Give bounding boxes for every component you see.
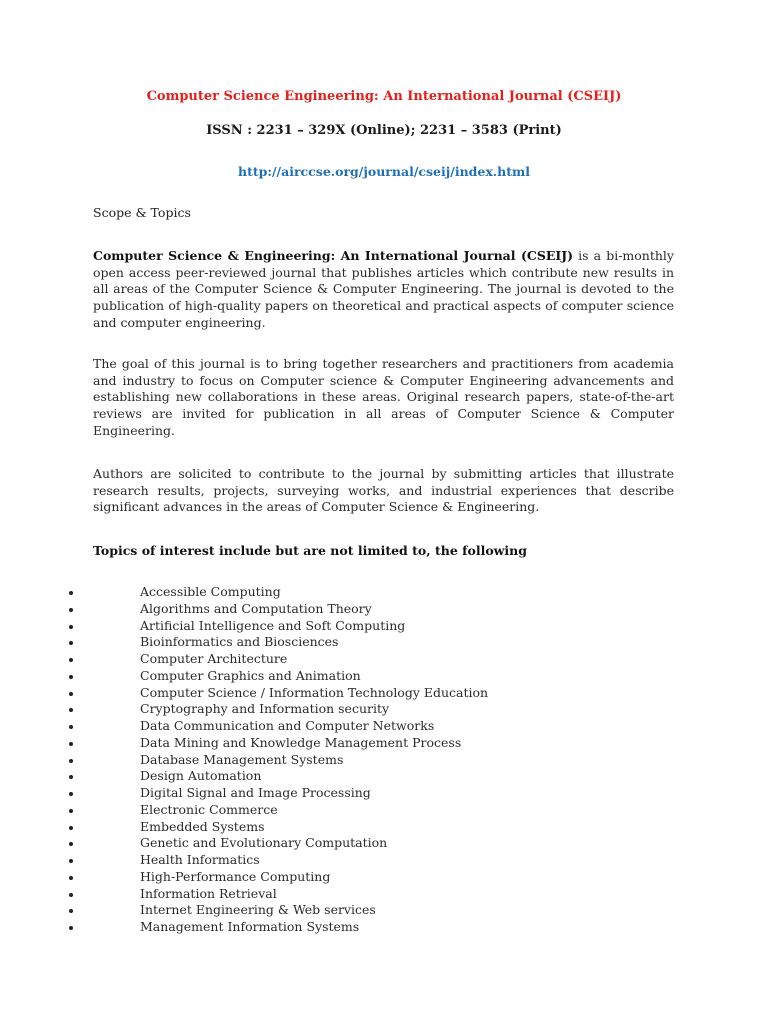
topics-heading: Topics of interest include but are not limited to, the following [93,543,528,558]
bullet-icon [69,625,73,629]
topic-label: Embedded Systems [140,818,265,834]
list-item [0,802,768,819]
topic-label: Algorithms and Computation Theory [140,600,372,616]
topic-label: Cryptography and Information security [140,701,390,717]
list-item [0,819,768,836]
list-item [0,601,768,618]
bullet-icon [69,876,73,880]
bullet-icon [69,909,73,913]
topic-label: Database Management Systems [140,751,344,767]
list-item [0,752,768,769]
bullet-icon [69,842,73,846]
bullet-icon [69,859,73,863]
topic-label: Bioinformatics and Biosciences [140,634,339,650]
topic-label: Data Mining and Knowledge Management Process [140,734,462,750]
scope-paragraph-1 [93,248,674,332]
topic-label: Digital Signal and Image Processing [140,785,371,800]
topic-label: Computer Graphics and Animation [140,667,361,683]
bullet-icon [69,742,73,746]
topic-label: Computer Architecture [140,651,288,666]
list-item [0,835,768,852]
list-item [0,919,768,936]
journal-title: Computer Science Engineering: An International Journal (CSEIJ) [146,89,622,104]
bullet-icon [69,792,73,796]
scope-paragraph-1-text: is a bi-monthly open access peer-reviewed journal that publishes articles which contribute new results in all areas of the Computer Science & Computer Engineering. The journal is devoted to the publication of high-quality papers on theoretical and practical aspects of computer science and computer engineering. [93,248,674,330]
list-item [0,701,768,718]
topic-label: High-Performance Computing [140,868,331,884]
issn-line: ISSN : 2231 – 329X (Online); 2231 – 3583 (Print) [206,123,562,138]
bullet-icon [69,725,73,729]
bullet-icon [69,926,73,930]
list-item [0,886,768,903]
bullet-icon [69,759,73,763]
topic-label: Internet Engineering & Web services [140,902,376,918]
bullet-icon [69,809,73,813]
topic-label: Genetic and Evolutionary Computation [140,835,388,851]
bullet-icon [69,641,73,645]
list-item [0,902,768,919]
list-item [0,685,768,702]
bullet-icon [69,708,73,712]
bullet-icon [69,826,73,830]
list-item [0,869,768,886]
list-item [0,718,768,735]
bullet-icon [69,775,73,779]
topic-label: Management Information Systems [140,919,360,934]
scope-paragraph-2: The goal of this journal is to bring together researchers and practitioners from academia and industry to focus on Computer science & Computer Engineering advancements and establishing new collaborations in these areas. Original research papers, state-of-the-art reviews are invited for publication in all areas of Computer Science & Computer Engineering. [93,356,674,438]
bullet-icon [69,675,73,679]
topic-label: Information Retrieval [140,885,277,901]
scope-heading: Scope & Topics [93,205,191,220]
topic-label: Health Informatics [140,852,260,867]
list-item [0,618,768,635]
journal-name-bold: Computer Science & Engineering: An International Journal (CSEIJ) [93,248,574,263]
scope-paragraph-3: Authors are solicited to contribute to the journal by submitting articles that illustrate research results, projects, surveying works, and industrial experiences that describe significant advances in the areas of Computer Science & Engineering. [93,466,674,515]
list-item [0,584,768,601]
bullet-icon [69,658,73,662]
topic-label: Data Communication and Computer Networks [140,718,435,733]
bullet-icon [69,893,73,897]
topic-label: Electronic Commerce [140,801,278,817]
list-item [0,668,768,685]
list-item [0,735,768,752]
bullet-icon [69,608,73,612]
topic-label: Computer Science / Information Technology Education [140,684,489,700]
topic-label: Design Automation [140,768,262,784]
topic-label: Accessible Computing [140,584,281,599]
list-item [0,785,768,802]
journal-url-link[interactable]: http://airccse.org/journal/cseij/index.html [238,164,530,179]
list-item [0,768,768,785]
list-item [0,852,768,869]
topic-list [0,584,768,936]
bullet-icon [69,692,73,696]
list-item [0,634,768,651]
topic-label: Artificial Intelligence and Soft Computing [140,617,406,633]
list-item [0,651,768,668]
bullet-icon [69,591,73,595]
